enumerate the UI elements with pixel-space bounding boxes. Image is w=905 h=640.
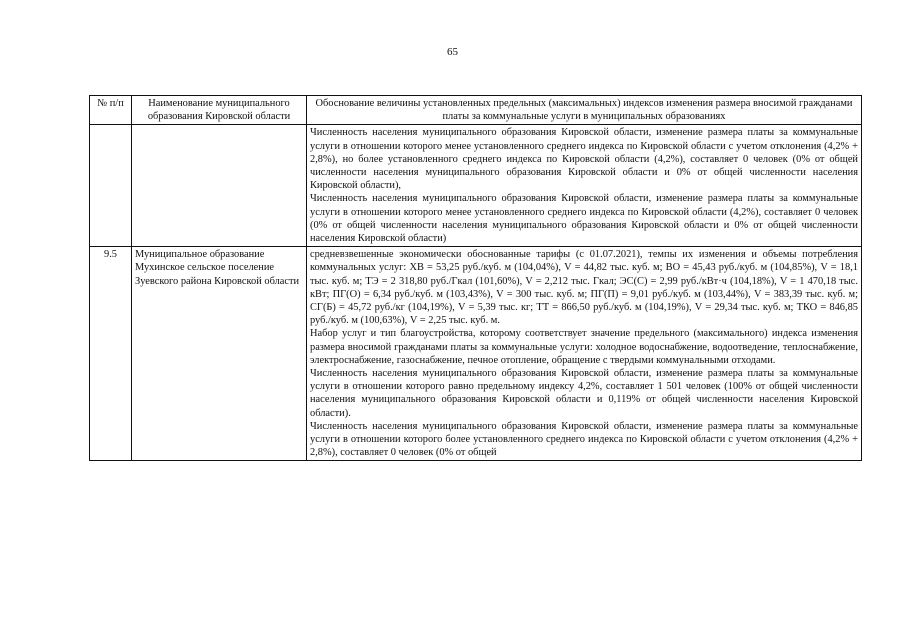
- row-municipality: [132, 125, 307, 247]
- justification-paragraph: Численность населения муниципального образования Кировской области, изменение размера платы за коммунальные услуги в отношении которого более установленного среднего индекса по Кировской области с учетом отклонения (4,2% + 2,8%), составляет 0 человек (0% от общей: [310, 420, 858, 459]
- row-justification: [307, 247, 862, 461]
- page-number: 65: [447, 46, 458, 58]
- header-justification: Обоснование величины установленных предельных (максимальных) индексов изменения размера вносимой гражданами платы за коммунальные услуги в муниципальных образованиях: [307, 96, 862, 125]
- header-municipality: Наименование муниципального образования Кировской области: [132, 96, 307, 125]
- header-row: [90, 96, 862, 125]
- justification-paragraph: Численность населения муниципального образования Кировской области, изменение размера платы за коммунальные услуги в отношении которого равно предельному индексу 4,2%, составляет 1 501 человек (100% от общей численности населения муниципального образования Кировской области и 0,119% от общей численности населения Кировской области).: [310, 368, 858, 419]
- table-row: [90, 125, 862, 247]
- row-municipality: Муниципальное образование Мухинское сельское поселение Зуевского района Кировской области: [132, 247, 307, 461]
- justification-paragraph: Набор услуг и тип благоустройства, которому соответствует значение предельного (максимального) индекса изменения размера вносимой гражданами платы за коммунальные услуги: холодное водоснабжение, водоотведение, теплоснабжение, электроснабжение, газоснабжение, печное отопление, обращение с твердыми коммунальными отходами.: [310, 328, 858, 366]
- table-body: [90, 125, 862, 461]
- table-row: [90, 247, 862, 461]
- justification-paragraph: средневзвешенные экономически обоснованные тарифы (с 01.07.2021), темпы их изменения и объемы потребления коммунальных услуг: ХВ = 53,25 руб./куб. м (104,04%), V = 44,82 тыс. куб. м; ВО = 45,43 руб./куб. м (104,85%), V = 18,1 тыс. куб. м; ТЭ = 2 318,80 руб./Гкал (101,60%), V = 2,212 тыс. Гкал; ЭС(С) = 2,99 руб./кВт·ч (104,18%), V = 1 470,18 тыс. кВт; ПГ(О) = 6,34 руб./куб. м (103,43%), V = 300 тыс. куб. м; ПГ(П) = 9,01 руб./куб. м (103,44%), V = 383,39 тыс. куб. м; СГ(Б) = 45,72 руб./кг (104,19%), V = 5,39 тыс. кг; ТТ = 866,50 руб./куб. м (104,19%), V = 29,34 тыс. куб. м; ТКО = 846,85 руб./куб. м (100,63%), V = 2,25 тыс. куб. м.: [310, 249, 858, 327]
- table-header: [90, 96, 862, 125]
- tariff-index-table: [89, 95, 862, 461]
- justification-paragraph: Численность населения муниципального образования Кировской области, изменение размера платы за коммунальные услуги в отношении которого менее установленного среднего индекса по Кировской области с учетом отклонения (4,2% + 2,8%), но более установленного среднего индекса по Кировской области (4,2%), составляет 0 человек (0% от общей численности населения муниципального образования Кировской области и 0% от общей численности населения Кировской области),: [310, 127, 858, 192]
- row-num: [90, 125, 132, 247]
- row-justification: [307, 125, 862, 247]
- row-num: 9.5: [90, 247, 132, 461]
- justification-paragraph: Численность населения муниципального образования Кировской области, изменение размера платы за коммунальные услуги в отношении которого менее установленного среднего индекса по Кировской области (4,2%), составляет 0 человек (0% от общей численности населения муниципального образования Кировской области и 0% от общей численности населения Кировской области): [310, 193, 858, 245]
- header-num: № п/п: [90, 96, 132, 125]
